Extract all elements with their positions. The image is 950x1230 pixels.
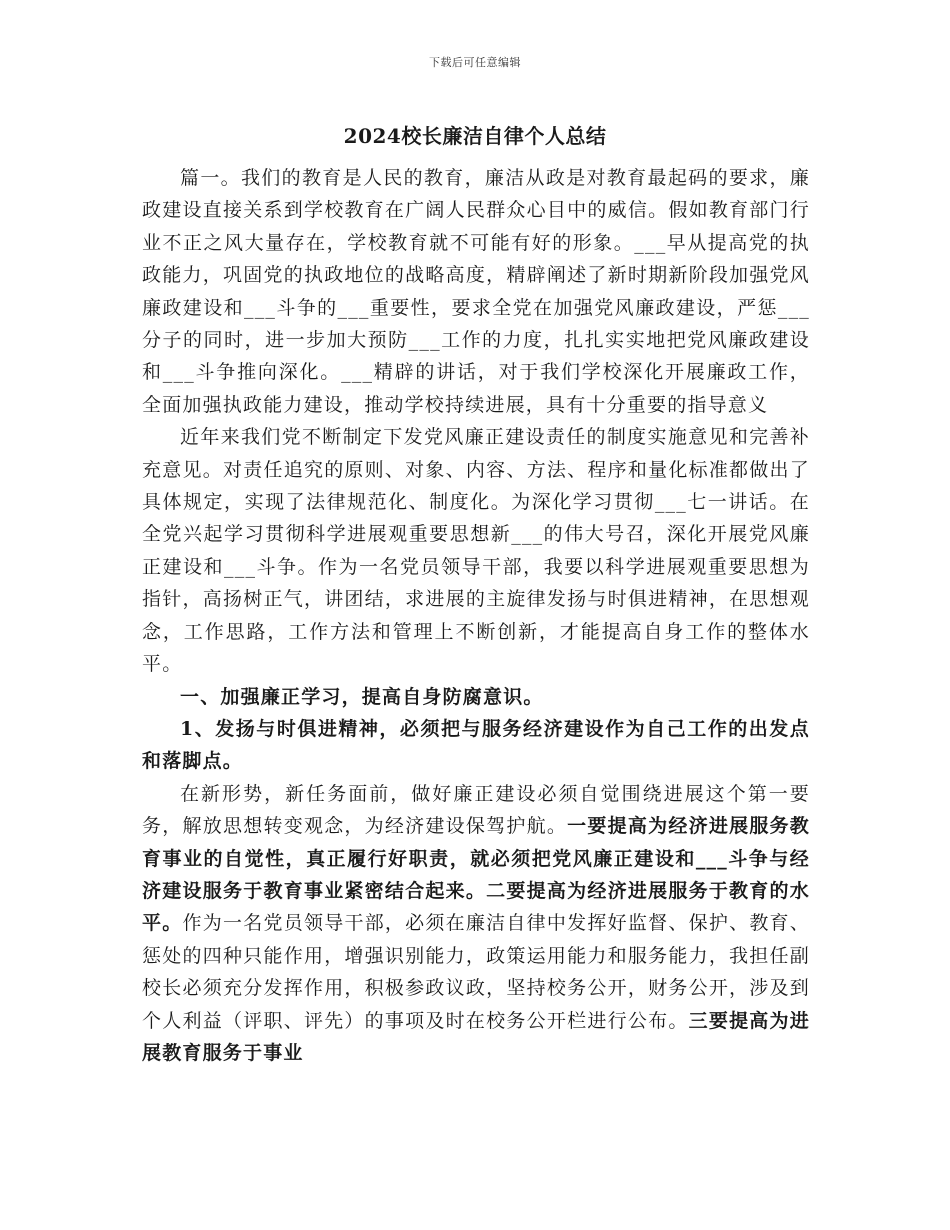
document-body [142,162,810,1069]
paragraph-3-bold-b: 一要提高为经济进展服务教育事业的自觉性，真正履行好职责，就必须把党风廉正建设和___斗争与经济建设服务于教育事业紧密结合起来。二要提高为经济进展服务于教育的水平。 [142,815,811,935]
paragraph-3-bold-d: 三要提高为进展教育服务于事业 [142,1009,810,1064]
paragraph-2: 近年来我们党不断制定下发党风廉正建设责任的制度实施意见和完善补充意见。对责任追究的原则、对象、内容、方法、程序和量化标准都做出了具体规定，实现了法律规范化、制度化。为深化学习贯彻___七一讲话。在全党兴起学习贯彻科学进展观重要思想新___的伟大号召，深化开展党风廉正建设和___斗争。作为一名党员领导干部，我要以科学进展观重要思想为指针，高扬树正气，讲团结，求进展的主旋律发扬与时俱进精神，在思想观念，工作思路，工作方法和管理上不断创新，才能提高自身工作的整体水平。 [142,426,810,676]
subsection-heading-1: 1、发扬与时俱进精神，必须把与服务经济建设作为自己工作的出发点和落脚点。 [142,717,810,773]
paragraph-1: 篇一。我们的教育是人民的教育，廉洁从政是对教育最起码的要求，廉政建设直接关系到学校教育在广阔人民群众心目中的威信。假如教育部门行业不正之风大量存在，学校教育就不可能有好的形象。___早从提高党的执政能力，巩固党的执政地位的战略高度，精辟阐述了新时期新阶段加强党风廉政建设和___斗争的___重要性，要求全党在加强党风廉政建设，严惩___分子的同时，进一步加大预防___工作的力度，扎扎实实地把党风廉政建设和___斗争推向深化。___精辟的讲话，对于我们学校深化开展廉政工作，全面加强执政能力建设，推动学校持续进展，具有十分重要的指导意义 [142,167,810,416]
section-heading-1: 一、加强廉正学习，提高自身防腐意识。 [180,685,544,708]
paragraph-3-text-a: 在新形势，新任务面前，做好廉正建设必须自觉围绕进展这个第一要务，解放思想转变观念，为经济建设保驾护航。 [142,782,810,838]
header-note: 下载后可任意编辑 [429,56,521,69]
paragraph-3-text-c: 作为一名党员领导干部，必须在廉洁自律中发挥好监督、保护、教育、惩处的四种只能作用，增强识别能力，政策运用能力和服务能力，我担任副校长必须充分发挥作用，积极参政议政，坚持校务公开，财务公开，涉及到个人利益（评职、评先）的事项及时在校务公开栏进行公布。 [142,912,811,1032]
document-title: 2024校长廉洁自律个人总结 [343,124,607,148]
paragraph-3 [142,778,810,1070]
